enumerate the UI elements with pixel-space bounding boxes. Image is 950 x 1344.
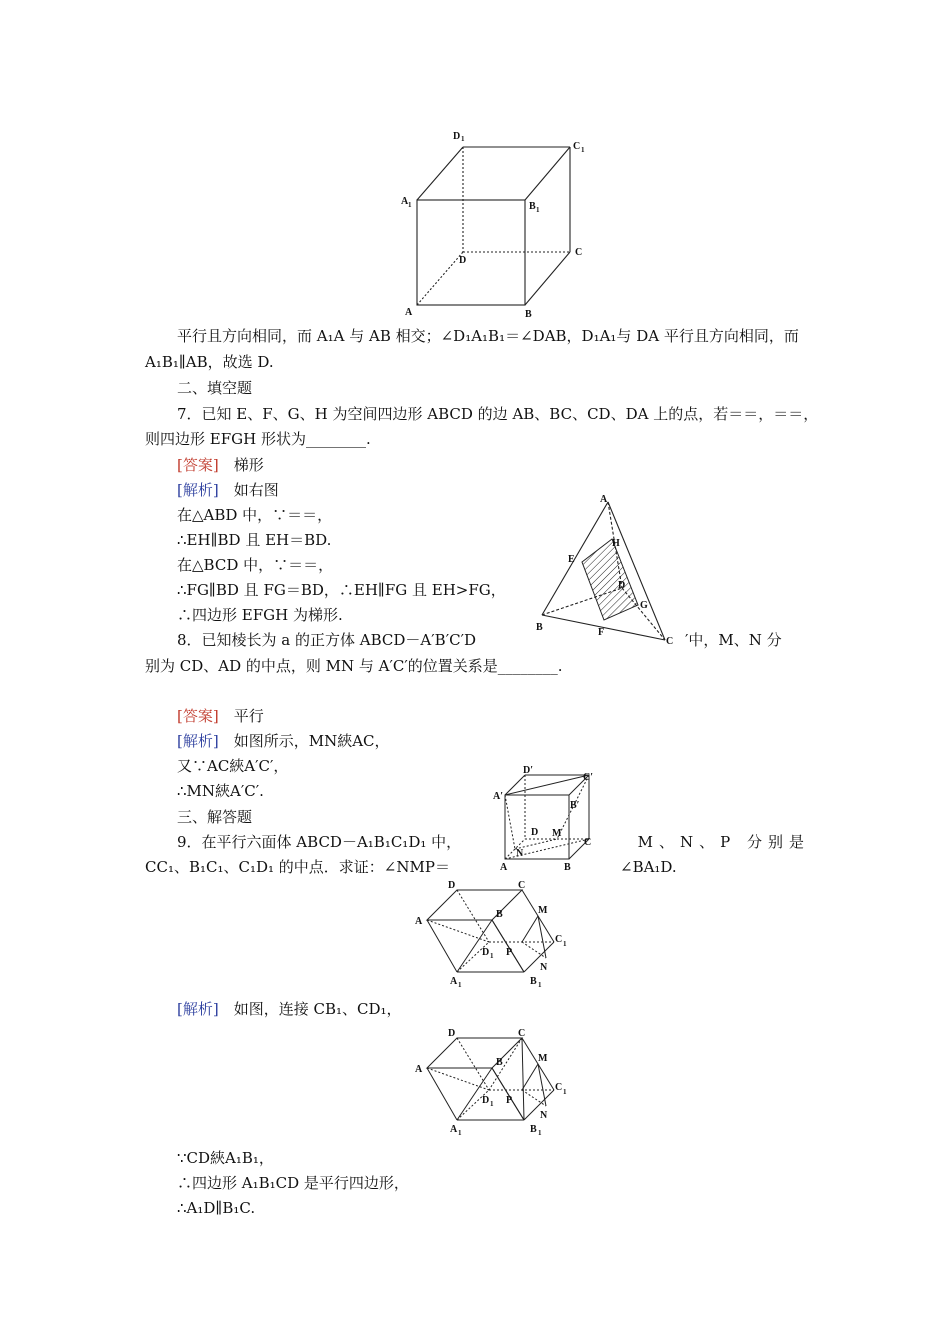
svg-text:C: C <box>584 837 592 848</box>
svg-text:M: M <box>538 905 548 916</box>
question-9: 9．在平行六面体 ABCD－A₁B₁C₁D₁ 中， <box>177 833 462 851</box>
question-9-tail2: ∠BA₁D. <box>620 858 677 876</box>
question-7: 7．已知 E、F、G、H 为空间四边形 ABCD 的边 AB、BC、CD、DA 上的点，若＝＝，＝＝， <box>177 405 819 423</box>
svg-text:1: 1 <box>581 146 585 154</box>
parallelepiped-figure <box>412 880 582 990</box>
svg-text:1: 1 <box>538 981 542 989</box>
svg-text:P: P <box>506 947 513 958</box>
svg-text:D: D <box>482 947 490 958</box>
svg-text:M: M <box>552 828 562 839</box>
cube-mn-figure <box>490 763 600 875</box>
svg-text:B: B <box>496 909 503 920</box>
question-7-cont: 则四边形 EFGH 形状为________. <box>145 430 371 448</box>
svg-text:1: 1 <box>563 1088 567 1096</box>
svg-text:B: B <box>529 201 536 212</box>
svg-text:1: 1 <box>458 981 462 989</box>
svg-text:1: 1 <box>490 952 494 960</box>
svg-text:A: A <box>405 307 413 318</box>
text-line: ∴FG∥BD 且 FG＝BD，∴EH∥FG 且 EH>FG， <box>177 581 506 599</box>
section-heading: 三、解答题 <box>177 808 253 826</box>
svg-text:B: B <box>496 1057 503 1068</box>
question-8-cont: 别为 CD、AD 的中点，则 MN 与 A′C′的位置关系是________. <box>145 657 563 675</box>
explain-8: [解析] 如图所示，MN綊AC， <box>177 732 390 750</box>
text-line: ∴四边形 A₁B₁CD 是平行四边形， <box>177 1174 409 1192</box>
svg-text:1: 1 <box>490 1100 494 1108</box>
svg-text:1: 1 <box>461 135 465 143</box>
answer-8: [答案] 平行 <box>177 707 264 725</box>
svg-text:1: 1 <box>408 201 412 209</box>
svg-text:C: C <box>518 880 526 891</box>
svg-text:C: C <box>518 1028 526 1039</box>
text-line: ∴四边形 EFGH 为梯形. <box>177 606 343 624</box>
text-line: ∵CD綊A₁B₁， <box>177 1149 274 1167</box>
svg-text:1: 1 <box>536 206 540 214</box>
svg-text:1: 1 <box>563 940 567 948</box>
question-9-tail: M、N、P 分别是 <box>637 833 810 851</box>
svg-text:A: A <box>500 862 508 873</box>
svg-text:A: A <box>450 976 458 987</box>
svg-text:B′: B′ <box>570 800 580 811</box>
question-8-tail: ′中，M、N 分 <box>685 631 782 649</box>
text-line: ∴EH∥BD 且 EH＝BD. <box>177 531 332 549</box>
cube-figure <box>395 125 595 320</box>
svg-text:N: N <box>540 1110 548 1121</box>
text-line: ∴A₁D∥B₁C. <box>177 1199 256 1217</box>
svg-text:1: 1 <box>458 1129 462 1137</box>
svg-text:B: B <box>525 309 532 320</box>
explain-7: [解析] 如右图 <box>177 481 279 499</box>
svg-text:B: B <box>530 1124 537 1135</box>
svg-text:A′: A′ <box>493 791 504 802</box>
svg-text:B: B <box>530 976 537 987</box>
text-line: 在△ABD 中，∵＝＝， <box>177 506 333 524</box>
parallelepiped-connected-figure <box>412 1028 582 1138</box>
svg-text:N: N <box>540 962 548 973</box>
text-line: 又∵AC綊A′C′， <box>177 757 289 775</box>
svg-text:1: 1 <box>538 1129 542 1137</box>
svg-text:A: A <box>401 196 409 207</box>
text-line: A₁B₁∥AB，故选 D. <box>145 353 274 371</box>
svg-text:D: D <box>459 255 467 266</box>
svg-text:G: G <box>640 600 648 611</box>
answer-7: [答案] 梯形 <box>177 456 264 474</box>
section-heading: 二、填空题 <box>177 379 253 397</box>
question-9-cont: CC₁、B₁C₁、C₁D₁ 的中点．求证：∠NMP＝ <box>145 858 450 876</box>
svg-text:H: H <box>612 538 620 549</box>
question-8: 8．已知棱长为 a 的正方体 ABCD－A′B′C′D <box>177 631 477 649</box>
svg-text:A: A <box>415 916 423 927</box>
svg-text:A: A <box>415 1064 423 1075</box>
svg-text:C: C <box>666 636 674 647</box>
svg-text:E: E <box>568 554 575 565</box>
svg-text:D: D <box>448 1028 456 1039</box>
svg-text:M: M <box>538 1053 548 1064</box>
svg-text:A: A <box>450 1124 458 1135</box>
svg-text:P: P <box>506 1095 513 1106</box>
svg-text:D′: D′ <box>523 765 534 776</box>
svg-text:A: A <box>600 494 608 505</box>
svg-text:F: F <box>598 627 605 638</box>
svg-text:D: D <box>531 827 539 838</box>
cube-label-D1: D <box>453 131 461 142</box>
svg-text:B: B <box>536 622 543 633</box>
text-line: 平行且方向相同，而 A₁A 与 AB 相交；∠D₁A₁B₁＝∠DAB，D₁A₁与 DA 平行且方向相同，而 <box>177 327 799 345</box>
svg-text:C: C <box>555 934 563 945</box>
svg-text:C: C <box>573 141 581 152</box>
svg-text:N: N <box>516 848 524 859</box>
svg-text:C: C <box>555 1082 563 1093</box>
text-line: 在△BCD 中，∵＝＝， <box>177 556 334 574</box>
svg-text:D: D <box>448 880 456 891</box>
svg-text:B: B <box>564 862 571 873</box>
explain-9: [解析] 如图，连接 CB₁、CD₁， <box>177 1000 402 1018</box>
svg-text:D: D <box>618 580 626 591</box>
svg-text:C′: C′ <box>583 772 594 783</box>
svg-text:D: D <box>482 1095 490 1106</box>
text-line: ∴MN綊A′C′. <box>177 782 264 800</box>
svg-text:C: C <box>575 247 583 258</box>
tetrahedron-figure <box>530 490 700 650</box>
